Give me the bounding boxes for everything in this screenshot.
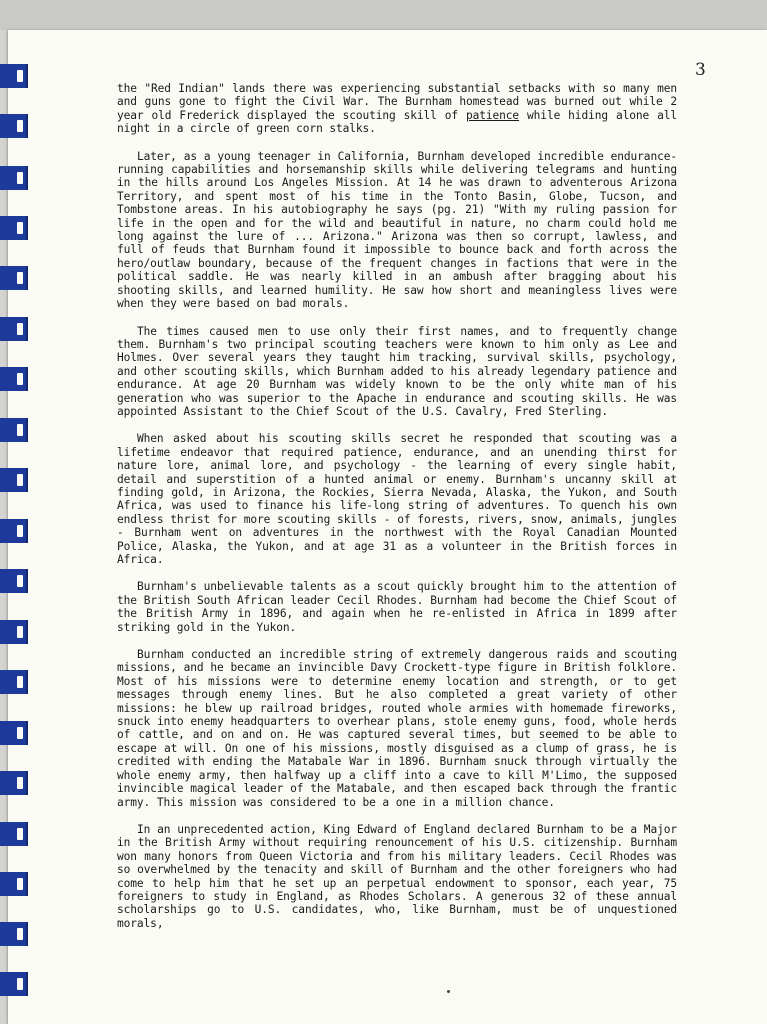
binding-ring	[0, 620, 28, 644]
binding-ring	[0, 468, 28, 492]
binding-ring	[0, 872, 28, 896]
binding-ring	[0, 519, 28, 543]
paragraph: In an unprecedented action, King Edward of England declared Burnham to be a Major in the British Army without requiring renouncement of his U.S. citizenship. Burnham won many honors from Queen Victoria and from his military leaders. Cecil Rhodes was so overwhelmed by the tenacity and skill of Burnham and the other foreigners who had come to help him that he set up an perpetual endowment to sponsor, each year, 75 foreigners to study in England, as Rhodes Scholars. A generous 32 of these annual scholarships go to U.S. candidates, who, like Burnham, must be of unquestioned morals,	[117, 822, 677, 930]
paragraph-text: while hiding alone all night in a circle of green corn stalks.	[117, 108, 677, 136]
binding-ring	[0, 569, 28, 593]
paragraph: When asked about his scouting skills secret he responded that scouting was a lifetime endeavor that required patience, endurance, and an unending thirst for nature lore, animal lore, and psychology - the learning of every single habit, detail and superstition of a hunted animal or enemy. Burnham's uncanny skill at finding gold, in Arizona, the Rockies, Sierra Nevada, Alaska, the Yukon, and South Africa, was used to finance his life-long string of adventures. To quench his own endless thrist for more scouting skills - of forests, rivers, snow, animals, jungles - Burnham went on adventures in the northwest with the Royal Canadian Mounted Police, Alaska, the Yukon, and at age 31 as a volunteer in the British forces in Africa.	[117, 432, 677, 566]
spiral-binding	[0, 40, 30, 1024]
paragraph	[117, 82, 677, 136]
body-text	[117, 82, 677, 944]
binding-ring	[0, 822, 28, 846]
underlined-word: patience	[465, 108, 520, 122]
paragraph: Burnham conducted an incredible string of extremely dangerous raids and scouting missions, and he became an invincible Davy Crockett-type figure in British folklore. Most of his missions were to determine enemy location and strength, or to get messages through enemy lines. But he also completed a great variety of other missions: he blew up railroad bridges, routed whole armies with homemade fireworks, snuck into enemy headquarters to overhear plans, stole enemy guns, food, whole herds of cattle, and on and on. He was captured several times, but seemed to be able to escape at will. On one of his missions, mostly disguised as a clump of grass, he is credited with ending the Matabale War in 1896. Burnham snuck through virtually the whole enemy army, then halfway up a cliff into a cave to kill M'Limo, the supposed invincible magical leader of the Matabale, and then escaped back through the frantic army. This mission was considered to be a one in a million chance.	[117, 648, 677, 809]
paragraph-text: the "Red Indian" lands there was experiencing substantial setbacks with so many men and guns gone to fight the Civil War. The Burnham homestead was burned out while 2 year old Frederick displayed the scouting skill of	[117, 82, 677, 122]
binding-ring	[0, 317, 28, 341]
binding-ring	[0, 367, 28, 391]
binding-ring	[0, 418, 28, 442]
paragraph: Burnham's unbelievable talents as a scout quickly brought him to the attention of the British South African leader Cecil Rhodes. Burnham had become the Chief Scout of the British Army in 1896, and again when he re-enlisted in Africa in 1899 after striking gold in the Yukon.	[117, 580, 677, 634]
binding-ring	[0, 721, 28, 745]
page-mark	[447, 990, 450, 993]
binding-ring	[0, 922, 28, 946]
paragraph: Later, as a young teenager in California, Burnham developed incredible endurance-running capabilities and horsemanship skills while delivering telegrams and hunting in the hills around Los Angeles Mission. At 14 he was drawn to adventerous Arizona Territory, and spent most of his time in the Tonto Basin, Globe, Tucson, and Tombstone areas. In his autobiography he says (pg. 21) "With my ruling passion for life in the open and for the wild and beautiful in nature, no charm could hold me long against the lure of ... Arizona." Arizona was then so corrupt, lawless, and full of feuds that Burnham found it impossible to bounce back and forth across the hero/outlaw boundary, because of the frequent changes in factions that were in the political saddle. He was nearly killed in an ambush after bragging about his shooting skills, and learned humility. He saw how short and meaningless lives were when they were based on bad morals.	[117, 149, 677, 311]
binding-ring	[0, 972, 28, 996]
binding-ring	[0, 166, 28, 190]
binding-ring	[0, 266, 28, 290]
binding-ring	[0, 216, 28, 240]
binding-ring	[0, 64, 28, 88]
binding-ring	[0, 670, 28, 694]
binding-ring	[0, 114, 28, 138]
paragraph: The times caused men to use only their first names, and to frequently change them. Burnham's two principal scouting teachers were known to him only as Lee and Holmes. Over several years they taught him tracking, survival skills, psychology, and other scouting skills, which Burnham added to his already legendary patience and endurance. At age 20 Burnham was widely known to be the only white man of his generation who was superior to the Apache in endurance and scouting skills. He was appointed Assistant to the Chief Scout of the U.S. Cavalry, Fred Sterling.	[117, 324, 677, 418]
page-number: 3	[695, 60, 706, 80]
background-strip	[0, 0, 767, 30]
binding-ring	[0, 771, 28, 795]
